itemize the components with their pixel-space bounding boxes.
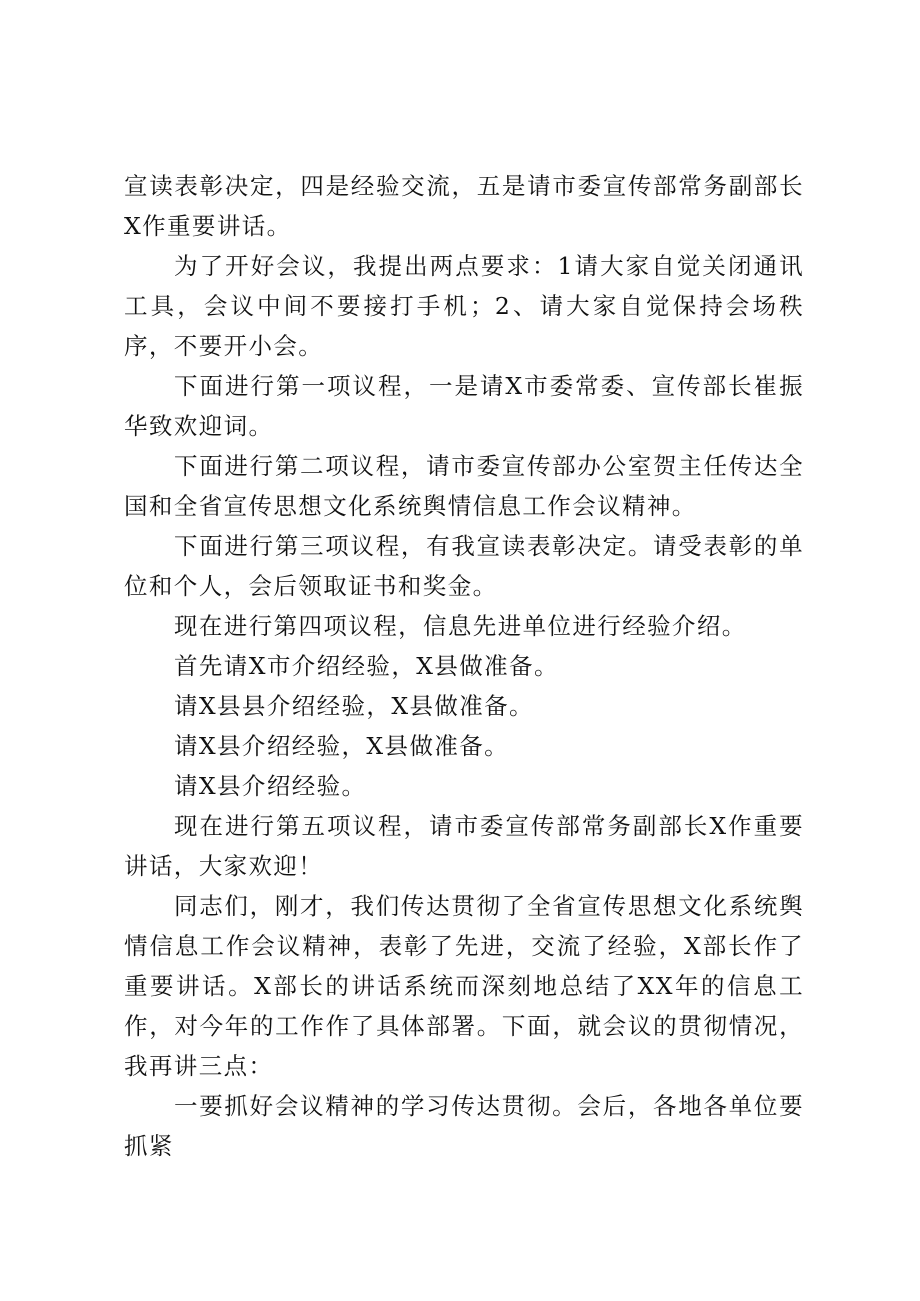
paragraph-9: 请X县介绍经验，X县做准备。 (174, 732, 510, 760)
paragraph-8: 请X县县介绍经验，X县做准备。 (174, 692, 534, 720)
paragraph-7: 首先请X市介绍经验，X县做准备。 (174, 652, 559, 680)
paragraph-4: 下面进行第二项议程，请市委宣传部办公室贺主任传达全国和全省宣传思想文化系统舆情信息工作会议精神。 (124, 452, 804, 520)
paragraph-5: 下面进行第三项议程，有我宣读表彰决定。请受表彰的单位和个人，会后领取证书和奖金。 (124, 532, 804, 600)
paragraph-11: 现在进行第五项议程，请市委宣传部常务副部长X作重要讲话，大家欢迎！ (124, 812, 804, 880)
paragraph-2: 为了开好会议，我提出两点要求：1请大家自觉关闭通讯工具，会议中间不要接打手机；2、请大家自觉保持会场秩序，不要开小会。 (124, 252, 804, 360)
paragraph-12: 同志们，刚才，我们传达贯彻了全省宣传思想文化系统舆情信息工作会议精神，表彰了先进，交流了经验，X部长作了重要讲话。X部长的讲话系统而深刻地总结了XX年的信息工作，对今年的工作作了具体部署。下面，就会议的贯彻情况，我再讲三点： (124, 892, 804, 1080)
paragraph-6: 现在进行第四项议程，信息先进单位进行经验介绍。 (174, 612, 747, 640)
paragraph-13: 一要抓好会议精神的学习传达贯彻。会后，各地各单位要抓紧 (124, 1092, 804, 1160)
paragraph-1: 宣读表彰决定，四是经验交流，五是请市委宣传部常务副部长X作重要讲话。 (124, 172, 804, 240)
paragraph-10: 请X县介绍经验。 (174, 772, 367, 800)
paragraph-3: 下面进行第一项议程，一是请X市委常委、宣传部长崔振华致欢迎词。 (124, 372, 804, 440)
document-body (124, 166, 804, 1166)
